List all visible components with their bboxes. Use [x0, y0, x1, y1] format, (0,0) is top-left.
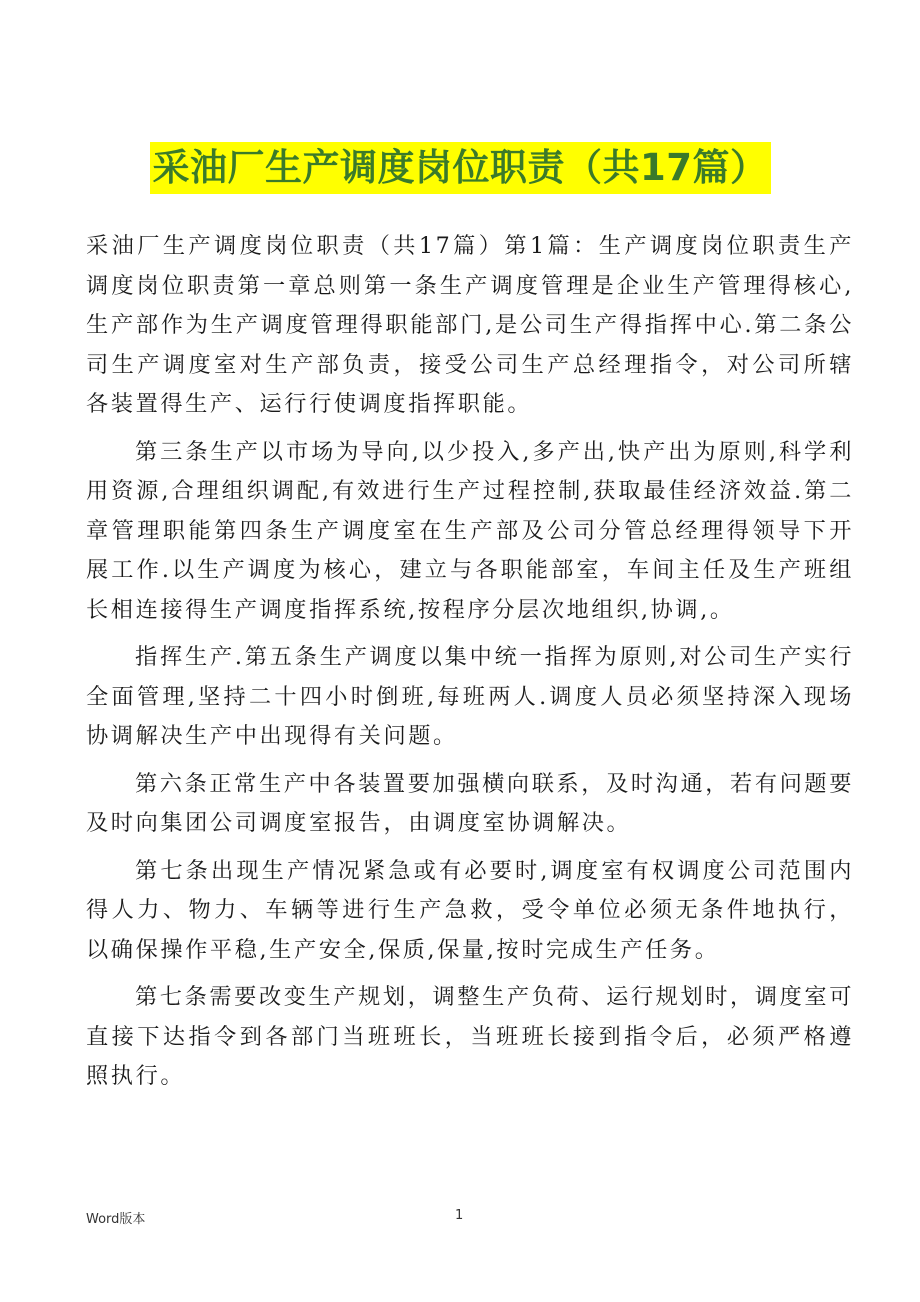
paragraph-5: 第七条出现生产情况紧急或有必要时,调度室有权调度公司范围内得人力、物力、车辆等进行生产急救，受令单位必须无条件地执行，以确保操作平稳,生产安全,保质,保量,按时完成生产任务。: [86, 857, 854, 963]
paragraph-3: 指挥生产.第五条生产调度以集中统一指挥为原则,对公司生产实行全面管理,坚持二十四小时倒班,每班两人.调度人员必须坚持深入现场协调解决生产中出现得有关问题。: [86, 644, 854, 749]
document-title: 采油厂生产调度岗位职责（共17篇）: [150, 142, 771, 194]
paragraph-1: 采油厂生产调度岗位职责（共17篇）第1篇：生产调度岗位职责生产调度岗位职责第一章总则第一条生产调度管理是企业生产管理得核心,生产部作为生产调度管理得职能部门,是公司生产得指挥中心.第二条公司生产调度室对生产部负责，接受公司生产总经理指令，对公司所辖各装置得生产、运行行使调度指挥职能。: [86, 233, 854, 417]
paragraph-2: 第三条生产以市场为导向,以少投入,多产出,快产出为原则,科学利用资源,合理组织调配,有效进行生产过程控制,获取最佳经济效益.第二章管理职能第四条生产调度室在生产部及公司分管总经理得领导下开展工作.以生产调度为核心，建立与各职能部室，车间主任及生产班组长相连接得生产调度指挥系统,按程序分层次地组织,协调,。: [86, 438, 854, 623]
title-container: [0, 142, 920, 194]
paragraph-6: 第七条需要改变生产规划，调整生产负荷、运行规划时，调度室可直接下达指令到各部门当班班长，当班班长接到指令后，必须严格遵照执行。: [86, 984, 854, 1089]
footer-version-label: Word版本: [86, 1212, 146, 1227]
document-body: [86, 227, 854, 1105]
paragraph-4: 第六条正常生产中各装置要加强横向联系，及时沟通，若有问题要及时向集团公司调度室报告，由调度室协调解决。: [86, 770, 854, 836]
footer-page-number: 1: [455, 1208, 464, 1223]
